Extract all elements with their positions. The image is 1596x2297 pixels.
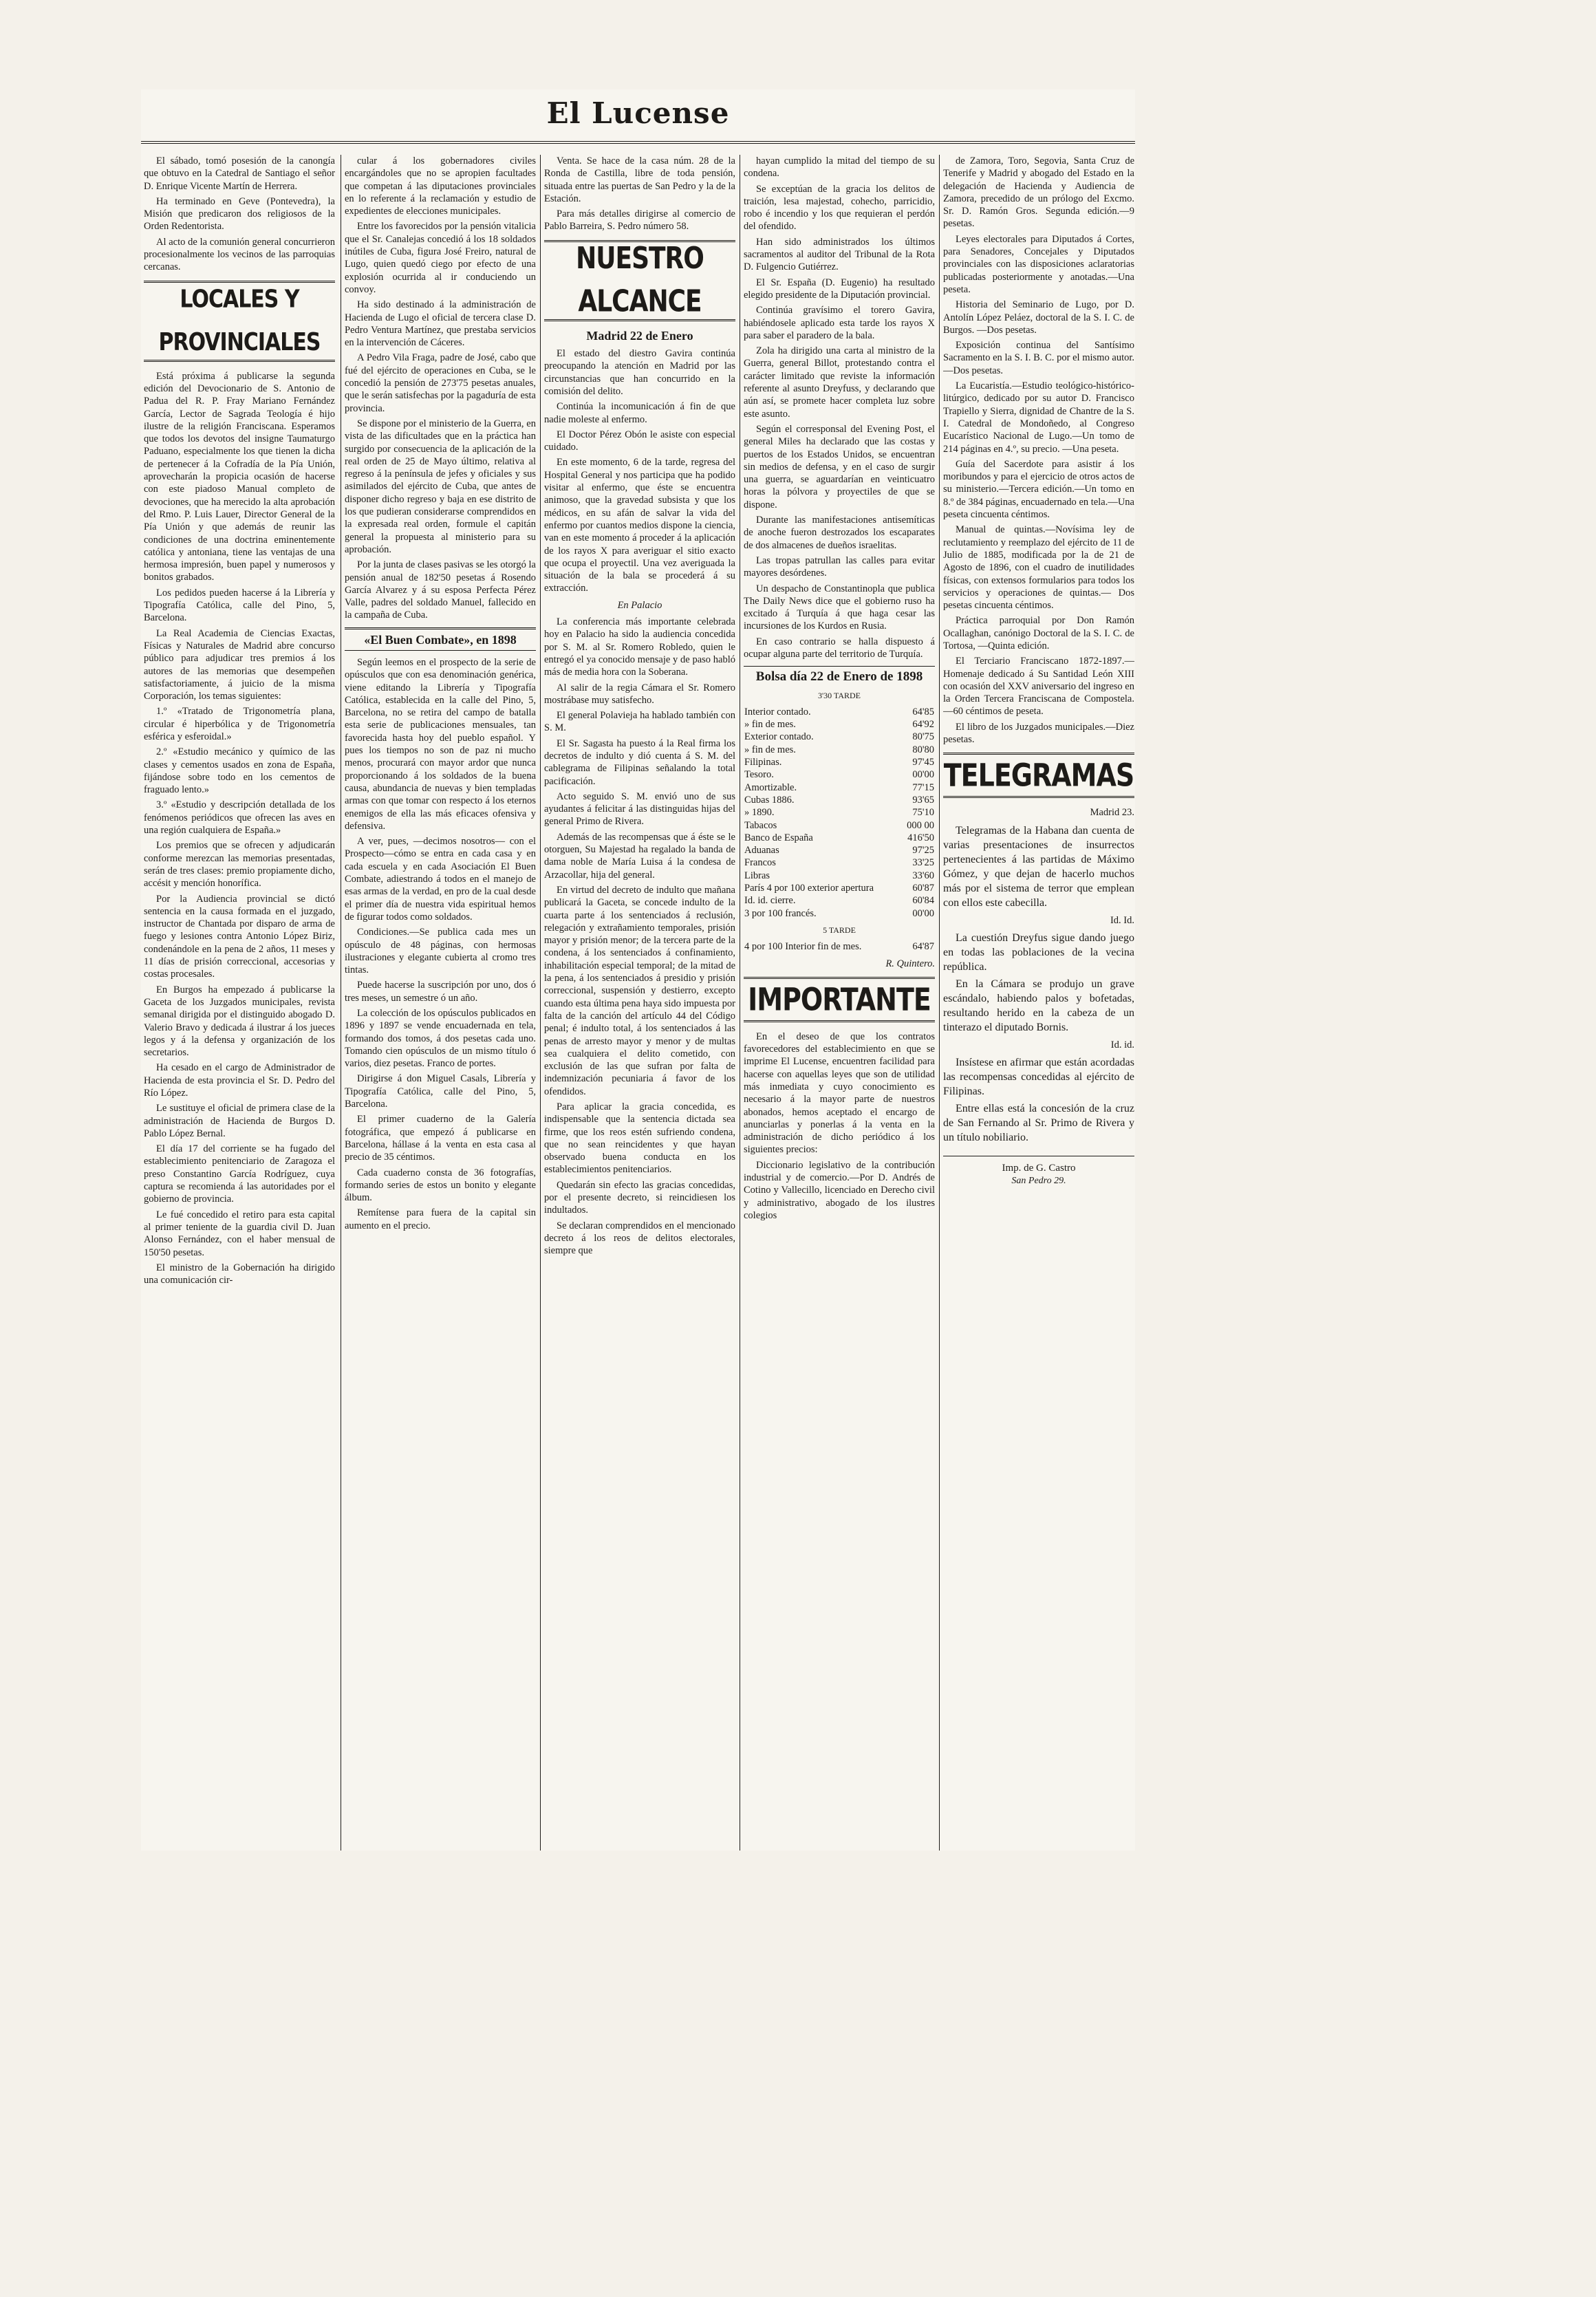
article: Al salir de la regia Cámara el Sr. Romero mostrábase muy satisfecho. [544,682,735,706]
article: Guía del Sacerdote para asistir á los moribundos y para el ejercicio de otros actos de su ministerio.—Tercera edición.—Un tomo en 8.º de 384 páginas, encuadernado en tela.—Una peseta cincuenta céntimos. [943,458,1134,521]
market-value: 33'60 [912,870,934,881]
market-value: 97'45 [912,757,934,768]
market-value: 000 00 [907,819,934,831]
article: Según leemos en el prospecto de la serie de opúsculos que con esa denominación genérica, viene editando la Librería y Tipografía Católica, establecida en la calle del Pino, 5, Barcelona, no se retira del campo de batalla esta serie de publicaciones mensuales, tan favorecida hasta hoy del pueblo español. Y pues los tiempos no son de paz ni mucho menos, procurará con mayor ardor que nunca proporcionando á los soldados de la buena causa, abundancia de nuevas y bien templadas armas con que tomar con respecto á los eternos enemigos de ella las más eficaces ofensiva y defensiva. [345,656,536,832]
article: Se declaran comprendidos en el mencionado decreto á los reos de delitos electorales, siempre que [544,1220,735,1257]
article: Remítense para fuera de la capital sin aumento en el precio. [345,1207,536,1231]
telegram-signature: Id. Id. [1110,914,1134,926]
masthead-rule [141,141,1135,144]
section-title: LOCALES Y PROVINCIALES [158,284,321,357]
imprint-address: San Pedro 29. [1011,1175,1066,1186]
telegram-item: Telegramas de la Habana dan cuenta de varias presentaciones de insurrectos pertenecientes á las partidas de Máximo Gómez, y que dejan de hacerlo muchos más por el sistema de terror que emplean con ellos este cabecilla. [943,824,1134,909]
market-label: » fin de mes. [744,744,796,755]
market-label: » 1890. [744,807,775,819]
article: Ha sido destinado á la administración de Hacienda de Lugo el oficial de tercera clase D. Pedro Ventura Martínez, que prestaba servicios en la intervención de Cáceres. [345,299,536,349]
article: hayan cumplido la mitad del tiempo de su condena. [744,155,935,180]
market-row [744,844,935,856]
market-label: Exterior contado. [744,731,814,743]
article: Los premios que se ofrecen y adjudicarán conforme merezcan las memorias presentadas, serán de tres clases: premio propiamente dicho, accésit y mención honorífica. [144,840,335,889]
newspaper-page [141,89,1135,1851]
article: Le fué concedido el retiro para esta capital al primer teniente de la guardia civil D. Juan Alonso Fernández, con el haber mensual de 150'50 pesetas. [144,1209,335,1258]
market-row [744,870,935,882]
market-label: Libras [744,870,770,881]
telegram-item: Entre ellas está la concesión de la cruz de San Fernando al Sr. Primo de Rivera y un título nobiliario. [943,1103,1134,1144]
market-label: Amortizable. [744,781,797,793]
market-label: Cubas 1886. [744,794,795,806]
market-label: Francos [744,857,776,869]
article: El sábado, tomó posesión de la canongía que obtuvo en la Catedral de Santiago el señor D. Enrique Vicente Martín de Herrera. [144,155,335,192]
article: Práctica parroquial por Don Ramón Ocallaghan, canónigo Doctoral de la S. I. C. de Tortosa, —Quinta edición. [943,615,1134,651]
article: Le sustituye el oficial de primera clase de la administración de Hacienda de Burgos D. Pablo López Bernal. [144,1103,335,1139]
market-row [744,882,935,894]
article: El estado del diestro Gavira continúa preocupando la atención en Madrid por las circunstancias que han concurrido en la comisión del delito. [544,348,735,397]
market-value: 33'25 [912,857,934,869]
article: Acto seguido S. M. envió uno de sus ayudantes á felicitar á las distinguidas hijas del general Primo de Rivera. [544,790,735,828]
market-value: 93'65 [912,794,934,806]
article: Al acto de la comunión general concurrieron procesionalmente los vecinos de las parroquias cercanas. [144,236,335,273]
market-row [744,794,935,806]
market-label: Filipinas. [744,757,782,768]
article: Cada cuaderno consta de 36 fotografías, formando series de estos un bonito y elegante álbum. [345,1167,536,1204]
advertisement: Venta. Se hace de la casa núm. 28 de la Ronda de Castilla, libre de toda pensión, situada entre las puertas de San Pedro y la de la Estación. [544,155,735,204]
market-value: 00'00 [912,769,934,781]
article: Condiciones.—Se publica cada mes un opúsculo de 48 páginas, con hermosas ilustraciones y elegante cubierta al cromo tres tintas. [345,927,536,976]
article: Quedarán sin efecto las gracias concedidas, por el presente decreto, si reincidiesen los indultados. [544,1179,735,1216]
market-value: 416'50 [907,832,934,843]
market-label: Banco de España [744,832,813,843]
market-row [744,832,935,844]
market-table [744,706,935,920]
market-label: 4 por 100 Interior fin de mes. [744,941,862,953]
masthead [141,96,1135,144]
article: En virtud del decreto de indulto que mañana publicará la Gaceta, se concede indulto de la cuarta parte á los sentenciados á reclusión, relegación y extrañamiento temporales, prisión mayor y prisión menor; de la tercera parte de la condena, á los sentenciados á confinamiento, inhabilitación especial temporal; de la mitad de la pena, á los sentenciados á presidio y prisión correccional, suspensión y destierro, excepto cuando esta última pena haya sido impuesta por falta de la canción del artículo 44 del Código penal; é indulto total, á los sentenciados á las penas de arresto mayor y menor y de multas sea cualquiera el delito cometido, con exclusión de las que sufran por falta de indemnización pecuniaria á favor de los ofendidos. [544,884,735,1097]
market-row [744,819,935,832]
section-title: TELEGRAMAS [943,757,1134,794]
article: Por la junta de clases pasivas se les otorgó la pensión anual de 182'50 pesetas á Rosendo García Alvarez y á su esposa Perfecta Pérez Valle, padres del soldado Manuel, fallecido en la campaña de Cuba. [345,559,536,621]
article: Historia del Seminario de Lugo, por D. Antolín López Peláez, doctoral de la S. I. C. de Burgos. —Dos pesetas. [943,299,1134,336]
market-row [744,744,935,756]
article: Entre los favorecidos por la pensión vitalicia que el Sr. Canalejas concedió á los 18 soldados inútiles de Cuba, figura José Freiro, natural de Lugo, quien quedó ciego por efecto de una explosión ocurrida al ir conduciendo un convoy. [345,221,536,295]
section-title: IMPORTANTE [748,981,931,1018]
article: Continúa la incomunicación á fin de que nadie moleste al enfermo. [544,401,735,425]
section-heading [943,753,1134,798]
telegram-item: En la Cámara se produjo un grave escándalo, habiendo palos y bofetadas, resultando herido en la cabeza de un tinterazo el diputado Bornis. [943,978,1134,1033]
telegrams [943,806,1134,1145]
market-value: 77'15 [912,781,934,793]
article: En caso contrario se halla dispuesto á ocupar alguna parte del territorio de Turquía. [744,636,935,660]
market-title: Bolsa día 22 de Enero de 1898 [744,666,935,683]
market-label: Tabacos [744,819,777,831]
article: Han sido administrados los últimos sacramentos al auditor del Tribunal de la Rota D. Fulgencio Gutiérrez. [744,236,935,273]
market-label: » fin de mes. [744,719,796,731]
market-row [744,856,935,869]
article: Las tropas patrullan las calles para evitar mayores desórdenes. [744,554,935,579]
column-4 [744,155,935,1851]
article: El Terciario Franciscano 1872-1897.—Homenaje dedicado á Su Santidad León XIII con ocasión del XXV aniversario del ingreso en la Orden Tercera Franciscana de Compostela.—60 céntimos de peseta. [943,656,1134,718]
article: Ha terminado en Geve (Pontevedra), la Misión que predicaron dos religiosos de la Orden Redentorista. [144,195,335,233]
column-1 [144,155,335,1851]
section-heading [744,977,935,1022]
dateline: Madrid 23. [1090,807,1134,819]
market-label: 3 por 100 francés. [744,907,817,919]
telegram-signature: Id. id. [1110,1039,1134,1050]
imprint [943,1156,1134,1187]
article: 2.º «Estudio mecánico y químico de las clases y cementos usados en zona de España, fijándose sobre todo en los cementos de fraguado lento.» [144,746,335,796]
market-row [744,907,935,920]
market-label: Id. id. cierre. [744,895,796,907]
market-value: 64'85 [912,706,934,718]
signature: R. Quintero. [885,958,935,969]
section-heading [144,281,335,362]
market-row [744,706,935,718]
article: de Zamora, Toro, Segovia, Santa Cruz de Tenerife y Madrid y abogado del Estado en la delegación de Hacienda y Audiencia de Zamora, precedido de un prólogo del Excmo. Sr. D. Ramón Gros. Segunda edición.—9 pesetas. [943,155,1134,230]
article: Se exceptúan de la gracia los delitos de traición, lesa majestad, cohecho, parricidio, robo é incendio y los que requieran el perdón del ofendido. [744,183,935,233]
article: El primer cuaderno de la Galería fotográfica, que empezó á publicarse en Barcelona, hállase á la venta en esta casa al precio de 35 céntimos. [345,1114,536,1163]
market-value: 97'25 [912,845,934,856]
column-3 [544,155,735,1851]
dateline: Madrid 22 de Enero [586,328,693,343]
article: Dirigirse á don Miguel Casals, Librería y Tipografía Católica, calle del Pino, 5, Barcelona. [345,1073,536,1110]
article: cular á los gobernadores civiles encargándoles que no se apropien facultades que competan á las diputaciones provinciales en lo referente á la reclamación y estudio de expedientes de elecciones municipales. [345,155,536,217]
market-time: 3'30 TARDE [818,690,861,700]
columns [141,155,1135,1851]
article: El general Polavieja ha hablado también con S. M. [544,710,735,734]
article: El libro de los Juzgados municipales.—Diez pesetas. [943,721,1134,746]
market-value: 00'00 [912,907,934,919]
article: Por la Audiencia provincial se dictó sentencia en la causa formada en el juzgado, instructor de Chantada por disparo de arma de fuego y lesiones contra Antonio López Biriz, condenándole en la pena de 2 años, 11 meses y 11 días de prisión correccional, accesorias y costas procesales. [144,893,335,980]
article: 3.º «Estudio y descripción detallada de los fenómenos periódicos que ofrecen las aves en una región cualquiera de España.» [144,799,335,837]
column-2 [345,155,536,1851]
article: Puede hacerse la suscripción por uno, dos ó tres meses, un semestre ó un año. [345,980,536,1004]
article: A Pedro Vila Fraga, padre de José, cabo que fué del ejército de operaciones en Cuba, se le concedió la pensión de 273'75 pesetas anuales, que le serán satisfechas por la pagaduría de esta provincia. [345,352,536,414]
market-row [744,781,935,794]
market-label: París 4 por 100 exterior apertura [744,883,874,894]
market-value: 64'92 [912,719,934,731]
article: Un despacho de Constantinopla que publica The Daily News dice que el gobierno ruso ha excitado á Turquía á que haga cesar las incursiones de los Kurdos en Rusia. [744,583,935,632]
article: 1.º «Tratado de Trigonometría plana, circular é hiperbólica y de Trigonometría esférica y esferoidal.» [144,706,335,742]
article: El Sr. España (D. Eugenio) ha resultado elegido presidente de la Diputación provincial. [744,277,935,301]
market-value: 75'10 [912,807,934,819]
section-title: «El Buen Combate», en 1898 [345,627,536,651]
article: Los pedidos pueden hacerse á la Librería y Tipografía Católica, calle del Pino, 5, Barcelona. [144,587,335,624]
article: La Eucaristía.—Estudio teológico-histórico-litúrgico, dedicado por su autor D. Francisco Trapiello y Sierra, dignidad de Chantre de la S. I. Catedral de Mondoñedo, al Congreso Eucarístico Nacional de Lugo.—Un tomo de 214 páginas en 4.º, su precio. —Una peseta. [943,380,1134,455]
section-heading [544,240,735,321]
article: Diccionario legislativo de la contribución industrial y de comercio.—Por D. Andrés de Cotino y Vallecillo, licenciado en Derecho civil y administrativo, abogado de los ilustres colegios [744,1159,935,1221]
market-row [744,768,935,781]
article: Zola ha dirigido una carta al ministro de la Guerra, general Billot, protestando contra el carácter limitado que reviste la información referente al asunto Dreyfuss, y declarando que aún así, se promete hacer completa luz sobre este asunto. [744,345,935,420]
telegram-item: Insístese en afirmar que están acordadas las recompensas concedidas al ejército de Filipinas. [943,1057,1134,1098]
advertisement: Para más detalles dirigirse al comercio de Pablo Barreira, S. Pedro número 58. [544,208,735,233]
market-row [744,806,935,819]
article: En el deseo de que los contratos favorecedores del establecimiento en que se imprime El Lucense, encuentren facilidad para hacerse con aquellas leyes que son de utilidad más inmediata y cuyo conocimiento es necesario á la mayor parte de nuestros abonados, hemos aceptado el encargo de anunciarlas y ponerlas á la venta en la administración de dicho periódico á los siguientes precios: [744,1031,935,1156]
article: La colección de los opúsculos publicados en 1896 y 1897 se vende encuadernada en tela, formando dos tomos, á dos pesetas cada uno. Tomando cien opúsculos de un mismo título ó varios, diez pesetas. Franco de portes. [345,1008,536,1070]
market-table [744,940,935,953]
section-title: NUESTRO ALCANCE [576,241,704,319]
market-value: 80'75 [912,731,934,743]
market-value: 64'87 [912,941,934,953]
masthead-title: El Lucense [546,96,730,130]
column-5 [943,155,1134,1851]
article: Continúa gravísimo el torero Gavira, habiéndosele aplicado esta tarde los rayos X para saber el paradero de la bala. [744,305,935,341]
article: En este momento, 6 de la tarde, regresa del Hospital General y nos participa que ha podido visitar al enfermo, que éste se encuentra animoso, que la gravedad subsista y que los médicos, en su afán de salvar la vida del enfermo por cuantos medios dispone la ciencia, van en este momento á proceder á la aplicación de los rayos X para averiguar el sitio exacto que ocupa el proyectil. Una vez averiguada la situación de la bala se procederá á su extracción. [544,457,735,594]
article: A ver, pues, —decimos nosotros— con el Prospecto—cómo se entra en cada casa y en cada escuela y en cada Asociación El Buen Combate, adiestrando á todos en el manejo de esas armas de la verdad, en pro de la cual desde el primer día de nuestra vida espiritual hemos de figurar todos como soldados. [345,836,536,923]
article: El ministro de la Gobernación ha dirigido una comunicación cir- [144,1262,335,1286]
article: El día 17 del corriente se ha fugado del establecimiento penitenciario de Zaragoza el preso Constantino García Rodríguez, cuya captura se recomienda á las autoridades por el gobierno de provincia. [144,1143,335,1205]
market-time: 5 TARDE [823,925,856,935]
market-row [744,718,935,731]
article: La conferencia más importante celebrada hoy en Palacio ha sido la audiencia concedida por S. M. al Sr. Romero Robledo, quien le entregó el ya conocido mensaje y de paso habló más de media hora con la Soberana. [544,616,735,678]
article: El Sr. Sagasta ha puesto á la Real firma los decretos de indulto y dió cuenta á S. M. del cablegrama de Filipinas señalando la total pacificación. [544,737,735,787]
article: La Real Academia de Ciencias Exactas, Físicas y Naturales de Madrid abre concurso público para adjudicar tres premios á los autores de las memorias que desempeñen satisfactoriamente, á juicio de la misma Corporación, los temas siguientes: [144,627,335,702]
article: Para aplicar la gracia concedida, es indispensable que la sentencia dictada sea firme, que los reos estén sufriendo condena, que no sean reincidentes y que hayan observado buena conducta en los establecimientos penitenciarios. [544,1101,735,1176]
imprint-name: Imp. de G. Castro [1002,1163,1076,1174]
article: Se dispone por el ministerio de la Guerra, en vista de las dificultades que en la práctica han surgido por consecuencia de la aplicación de la real orden de 25 de Mayo último, relativa al regreso á la península de jefes y oficiales y sus asimilados del ejército de Cuba, que antes de disponer dicho regreso y baja en ese distrito de los que pudieran considerarse comprendidos en la expresada real orden, formule el capitán general la propuesta al ministerio para su aprobación. [345,418,536,555]
market-row [744,731,935,743]
market-label: Tesoro. [744,769,774,781]
market-value: 80'80 [912,744,934,755]
market-label: Interior contado. [744,706,811,718]
article: Ha cesado en el cargo de Administrador de Hacienda de esta provincia el Sr. D. Pedro del Río López. [144,1062,335,1099]
market-value: 60'84 [912,895,934,907]
telegram-item: La cuestión Dreyfus sigue dando juego en todas las poblaciones de la vecina república. [943,931,1134,973]
article: Exposición continua del Santísimo Sacramento en la S. I. B. C. por el mismo autor.—Dos pesetas. [943,340,1134,376]
market-row [744,940,935,953]
article: Además de las recompensas que á éste se le otorguen, Su Majestad ha regalado la banda de dama noble de María Luisa á la condesa de Arzacollar, hija del general. [544,831,735,881]
article: Según el corresponsal del Evening Post, el general Miles ha declarado que las costas y puertos de los Estados Unidos, se encuentran sin medios de defensa, y en el caso de surgir una guerra, se aguardarían en veinticuatro horas la pólvora y proyectiles de que se dispone. [744,423,935,510]
market-value: 60'87 [912,883,934,894]
article: Durante las manifestaciones antisemíticas de anoche fueron destrozados los escaparates de dos almacenes de dueños israelitas. [744,515,935,551]
article: Manual de quintas.—Novísima ley de reclutamiento y reemplazo del ejército de 11 de Julio de 1885, modificada por la de 21 de Agosto de 1896, con el cuadro de inutilidades físicas, con extensos formularios para todos los servicios y operaciones de quintas.— Dos pesetas cincuenta céntimos. [943,524,1134,612]
market-row [744,894,935,907]
article: Leyes electorales para Diputados á Cortes, para Senadores, Concejales y Diputados provinciales con las disposiciones aclaratorias publicadas posteriormente y anotadas.—Una peseta. [943,233,1134,295]
article: En Burgos ha empezado á publicarse la Gaceta de los Juzgados municipales, revista semanal dirigida por el distinguido abogado D. Valerio Bravo y dedicada á ilustrar á los jueces legos y á la defensa y organización de los secretarios. [144,984,335,1059]
article: El Doctor Pérez Obón le asiste con especial cuidado. [544,429,735,453]
market-row [744,756,935,768]
market-label: Aduanas [744,845,779,856]
subheading: En Palacio [617,599,662,611]
article: Está próxima á publicarse la segunda edición del Devocionario de S. Antonio de Padua del R. P. Fray Mariano Fernández García, Lector de Sagrada Teología é hijo ilustre de la religión Franciscana. Esperamos que todos los devotos del insigne Taumaturgo Paduano, especialmente los que tienen la dicha de pertenecer á la Cofradía de la Pía Unión, aprovecharán la propicia ocasión de hacerse con este piadoso Manual completo de devociones, que ha merecido la alta aprobación del Rmo. P. Luis Lauer, Director General de la Pía Unión y que además de reunir las condiciones de una doctrina eminentemente católica y antoniana, tiene las ventajas de una hermosa impresión, buen papel y numerosos y bonitos grabados. [144,370,335,583]
